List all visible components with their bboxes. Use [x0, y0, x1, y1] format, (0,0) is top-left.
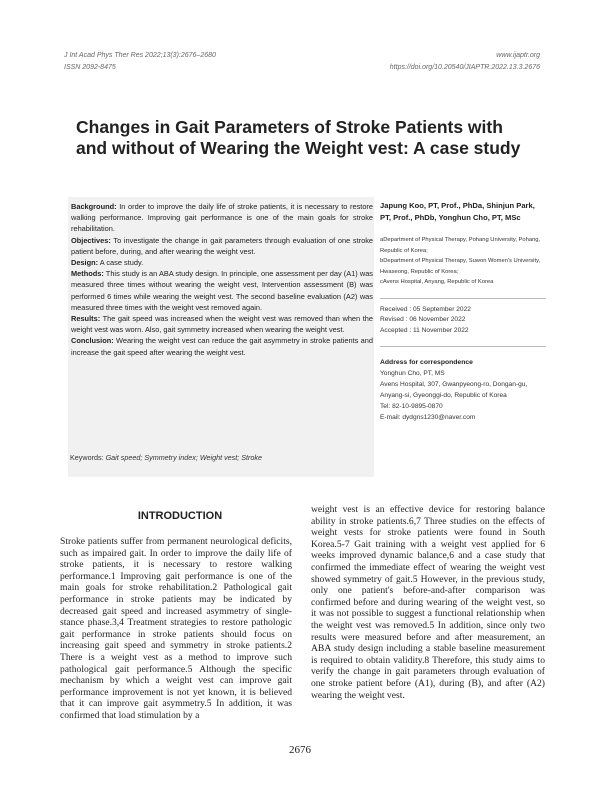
- issn: ISSN 2092-8475: [64, 64, 116, 71]
- keywords-label: Keywords:: [70, 453, 104, 462]
- divider: [380, 298, 546, 299]
- journal-header-right: [390, 50, 540, 74]
- objectives-text: To investigate the change in gait parameters through evaluation of one stroke patient before, during, and after wearing the weight vest.: [71, 235, 373, 256]
- paper-title: Changes in Gait Parameters of Stroke Patients with and without of Wearing the Weight vest: A case study: [76, 117, 521, 158]
- abstract-background: [71, 201, 373, 235]
- section-heading-introduction: INTRODUCTION: [137, 510, 223, 522]
- corr-name: Yonghun Cho, PT, MS: [380, 370, 445, 378]
- corr-address: Avens Hospital, 307, Gwanpyeong-ro, Dongan-gu, Anyang-si, Gyeonggi-do, Republic of Korea: [380, 381, 528, 400]
- divider: [380, 346, 546, 347]
- conclusion-text: Wearing the weight vest can reduce the gait asymmetry in stroke patients and increase the gait speed after wearing the weight vest.: [71, 336, 373, 357]
- background-text: In order to improve the daily life of stroke patients, it is necessary to restore walking performance. Improving gait performance is one of the main goals for stroke rehabilitation.: [71, 202, 373, 234]
- body-column-right: [311, 504, 545, 701]
- results-text: The gait speed was increased when the weight vest was removed than when the weight vest was worn. Also, gait symmetry increased when wearing the weight vest.: [71, 314, 373, 335]
- intro-paragraph-right: weight vest is an effective device for restoring balance ability in stroke patients.6,7 Three studies on the effects of weight vests for stroke patients were found in South Korea.5-7 Gait training with a weight vest applied for 6 weeks improved dynamic balance,6 and a case study that confirmed the immediate effect of wearing the weight vest showed symmetry of gait.5 However, in the previous study, only one patient's before-and-after comparison was confirmed before and during wearing of the weight vest, so it was not possible to suggest a functional relationship when the weight vest was removed.5 In addition, since only two results were measured before and after measurement, an ABA study design including a stable baseline measurement is required to obtain validity.8 Therefore, this study aims to verify the change in gait parameters through evaluation of one stroke patient before (A1), during (B), and after (A2) wearing the weight vest.: [311, 504, 545, 701]
- abstract-methods: [71, 268, 373, 313]
- affiliation-c: cAvens Hospital, Anyang, Republic of Korea: [380, 279, 494, 285]
- results-label: Results:: [71, 314, 101, 324]
- abstract-design: [71, 257, 373, 268]
- correspondence: [380, 368, 546, 423]
- affiliation-b: bDepartment of Physical Therapy, Suwon Women's University, Hwaseong, Republic of Korea;: [380, 258, 541, 275]
- journal-header-left: [64, 50, 216, 74]
- revised-date: Revised : 06 November 2022: [380, 316, 466, 323]
- abstract-results: [71, 313, 373, 335]
- accepted-date: Accepted : 11 November 2022: [380, 326, 469, 334]
- website-link[interactable]: www.ijaptr.org: [496, 52, 540, 59]
- conclusion-label: Conclusion:: [71, 336, 114, 346]
- authors: Japung Koo, PT, Prof., PhDa, Shinjun Park, PT, Prof., PhDb, Yonghun Cho, PT, MSc: [380, 201, 535, 222]
- keywords-list: Gait speed; Symmetry index; Weight vest; Stroke: [105, 453, 263, 462]
- affiliation-a: aDepartment of Physical Therapy, Pohang University, Pohang, Republic of Korea;: [380, 237, 541, 254]
- methods-label: Methods:: [71, 269, 104, 279]
- intro-paragraph-left: Stroke patients suffer from permanent neurological deficits, such as impaired gait. In order to improve the daily life of stroke patients, it is necessary to restore walking performance.1 Improving gait performance is one of the main goals for stroke rehabilitation.2 Pathological gait performance in stroke patients may be indicated by decreased gait speed and increased asymmetry of single-stance phase.3,4 Treatment strategies to restore pathologic gait performance in stroke patients should focus on increasing gait speed and symmetry in stroke patients.2 There is a weight vest as a method to improve such pathological gait performance.5 Although the specific mechanism by which a weight vest can improve gait performance improvement is not yet known, it is believed that it can improve gait asymmetry.5 In addition, it was confirmed that load stimulation by a: [60, 536, 292, 721]
- author-info: [380, 200, 546, 423]
- received-date: Received : 05 September 2022: [380, 305, 471, 313]
- design-text: A case study.: [98, 258, 144, 268]
- abstract-conclusion: [71, 335, 373, 357]
- article-dates: [380, 305, 546, 337]
- abstract-box: [68, 197, 374, 477]
- design-label: Design:: [71, 258, 99, 268]
- body-column-left: [60, 536, 292, 722]
- methods-text: This study is an ABA study design. In principle, one assessment per day (A1) was measured three times without wearing the weight vest, Intervention assessment (B) was performed 6 times while wearing the weight vest. The second baseline evaluation (A2) was measured three times with the weight vest removed again.: [71, 269, 373, 312]
- journal-citation: J Int Acad Phys Ther Res 2022;13(3):2676–2680: [64, 52, 216, 59]
- page-number: 2676: [289, 744, 311, 756]
- objectives-label: Objectives:: [71, 235, 111, 245]
- doi-link[interactable]: https://doi.org/10.20540/JIAPTR.2022.13.3.2676: [389, 64, 540, 71]
- correspondence-heading: Address for correspondence: [380, 359, 473, 366]
- corr-tel: Tel: 82-10-9895-0870: [380, 403, 443, 411]
- affiliations: [380, 235, 546, 288]
- corr-email[interactable]: E-mail: dydgns1230@naver.com: [380, 414, 476, 422]
- keywords: [70, 453, 262, 462]
- abstract-text: [71, 201, 373, 358]
- abstract-objectives: [71, 235, 373, 257]
- background-label: Background:: [71, 202, 117, 211]
